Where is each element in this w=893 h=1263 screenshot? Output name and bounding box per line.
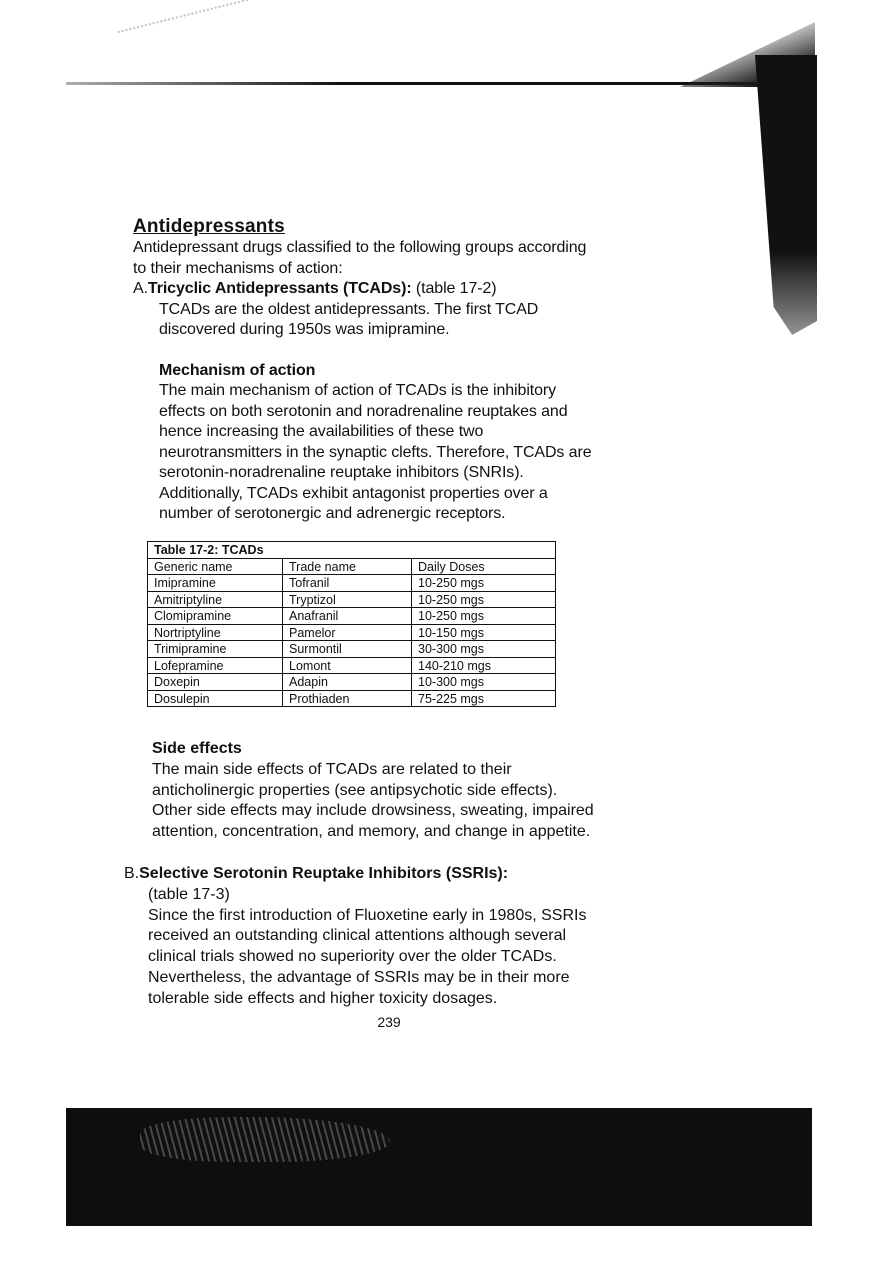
side-effects-heading: Side effects xyxy=(152,740,242,757)
generic-name-cell: Clomipramine xyxy=(148,608,283,625)
generic-name-cell: Trimipramine xyxy=(148,641,283,658)
mechanism-line: effects on both serotonin and noradrenaline reuptakes and xyxy=(159,402,568,420)
section-a-body xyxy=(133,300,663,525)
dose-cell: 10-250 mgs xyxy=(412,608,556,625)
intro-line-2: to their mechanisms of action: xyxy=(133,259,343,277)
section-b-line: tolerable side effects and higher toxicity dosages. xyxy=(148,989,498,1007)
mechanism-line: The main mechanism of action of TCADs is the inhibitory xyxy=(159,382,557,399)
dose-cell: 30-300 mgs xyxy=(412,641,556,658)
table-row xyxy=(148,690,556,707)
table-caption: Table 17-2: TCADs xyxy=(148,542,556,559)
mechanism-line: neurotransmitters in the synaptic clefts. Therefore, TCADs are xyxy=(159,443,592,461)
section-b-marker: B. xyxy=(124,865,140,882)
intro-line-1: Antidepressant drugs classified to the following groups according xyxy=(133,239,587,256)
section-a-heading xyxy=(133,279,663,300)
scan-top-edge xyxy=(66,82,756,85)
section-b-body xyxy=(124,885,664,1010)
section-b-line: clinical trials showed no superiority over the older TCADs. xyxy=(148,948,557,966)
section-b-line: Since the first introduction of Fluoxetine early in 1980s, SSRIs xyxy=(148,906,587,924)
mechanism-line: hence increasing the availabilities of these two xyxy=(159,423,484,440)
generic-name-cell: Doxepin xyxy=(148,674,283,691)
page-number: 239 xyxy=(377,1014,401,1030)
tcad-table xyxy=(147,541,556,707)
trade-name-cell: Tryptizol xyxy=(283,591,412,608)
mechanism-line: number of serotonergic and adrenergic receptors. xyxy=(159,505,506,522)
dose-cell: 10-250 mgs xyxy=(412,591,556,608)
mechanism-heading: Mechanism of action xyxy=(159,361,316,379)
section-b-line: Nevertheless, the advantage of SSRIs may be in their more xyxy=(148,968,570,986)
page-title: Antidepressants xyxy=(133,216,285,237)
dose-cell: 75-225 mgs xyxy=(412,690,556,707)
mechanism-line: serotonin-noradrenaline reuptake inhibitors (SNRIs). xyxy=(159,464,524,481)
trade-name-cell: Pamelor xyxy=(283,624,412,641)
section-b-line: received an outstanding clinical attentions although several xyxy=(148,927,567,945)
dose-cell: 140-210 mgs xyxy=(412,657,556,674)
side-effects-section xyxy=(152,739,672,843)
trade-name-cell: Lomont xyxy=(283,657,412,674)
dose-cell: 10-300 mgs xyxy=(412,674,556,691)
trade-name-cell: Surmontil xyxy=(283,641,412,658)
trade-name-cell: Tofranil xyxy=(283,575,412,592)
table-row xyxy=(148,608,556,625)
dose-cell: 10-150 mgs xyxy=(412,624,556,641)
table-row xyxy=(148,674,556,691)
generic-name-cell: Imipramine xyxy=(148,575,283,592)
column-header-generic: Generic name xyxy=(148,558,283,575)
column-header-trade: Trade name xyxy=(283,558,412,575)
section-a-marker: A. xyxy=(133,280,148,297)
section-b xyxy=(124,864,664,1010)
scan-speckle xyxy=(140,1117,390,1162)
section-b-line: (table 17-3) xyxy=(148,885,230,903)
trade-name-cell: Anafranil xyxy=(283,608,412,625)
column-header-dose: Daily Doses xyxy=(412,558,556,575)
table-header-row xyxy=(148,558,556,575)
table-row xyxy=(148,641,556,658)
side-effects-line: The main side effects of TCADs are related to their xyxy=(152,760,512,778)
trade-name-cell: Adapin xyxy=(283,674,412,691)
generic-name-cell: Amitriptyline xyxy=(148,591,283,608)
scan-smudge xyxy=(117,0,292,72)
generic-name-cell: Dosulepin xyxy=(148,690,283,707)
side-effects-line: attention, concentration, and memory, and change in appetite. xyxy=(152,823,591,841)
section-a-line: discovered during 1950s was imipramine. xyxy=(159,321,450,338)
table-caption-row xyxy=(148,542,556,559)
table-row xyxy=(148,657,556,674)
mechanism-line: Additionally, TCADs exhibit antagonist properties over a xyxy=(159,484,548,502)
table-row xyxy=(148,575,556,592)
section-b-heading xyxy=(124,864,664,885)
page-content xyxy=(133,216,663,525)
trade-name-cell: Prothiaden xyxy=(283,690,412,707)
section-a-ref: (table 17-2) xyxy=(411,280,497,297)
section-a-line: TCADs are the oldest antidepressants. The first TCAD xyxy=(159,300,539,318)
side-effects-line: Other side effects may include drowsiness, sweating, impaired xyxy=(152,802,594,820)
scan-right-shadow xyxy=(755,55,817,335)
section-b-title: Selective Serotonin Reuptake Inhibitors (SSRIs): xyxy=(139,865,509,882)
table-row xyxy=(148,591,556,608)
generic-name-cell: Lofepramine xyxy=(148,657,283,674)
table-row xyxy=(148,624,556,641)
section-a-title: Tricyclic Antidepressants (TCADs): xyxy=(147,280,412,297)
generic-name-cell: Nortriptyline xyxy=(148,624,283,641)
side-effects-line: anticholinergic properties (see antipsychotic side effects). xyxy=(152,781,558,799)
dose-cell: 10-250 mgs xyxy=(412,575,556,592)
